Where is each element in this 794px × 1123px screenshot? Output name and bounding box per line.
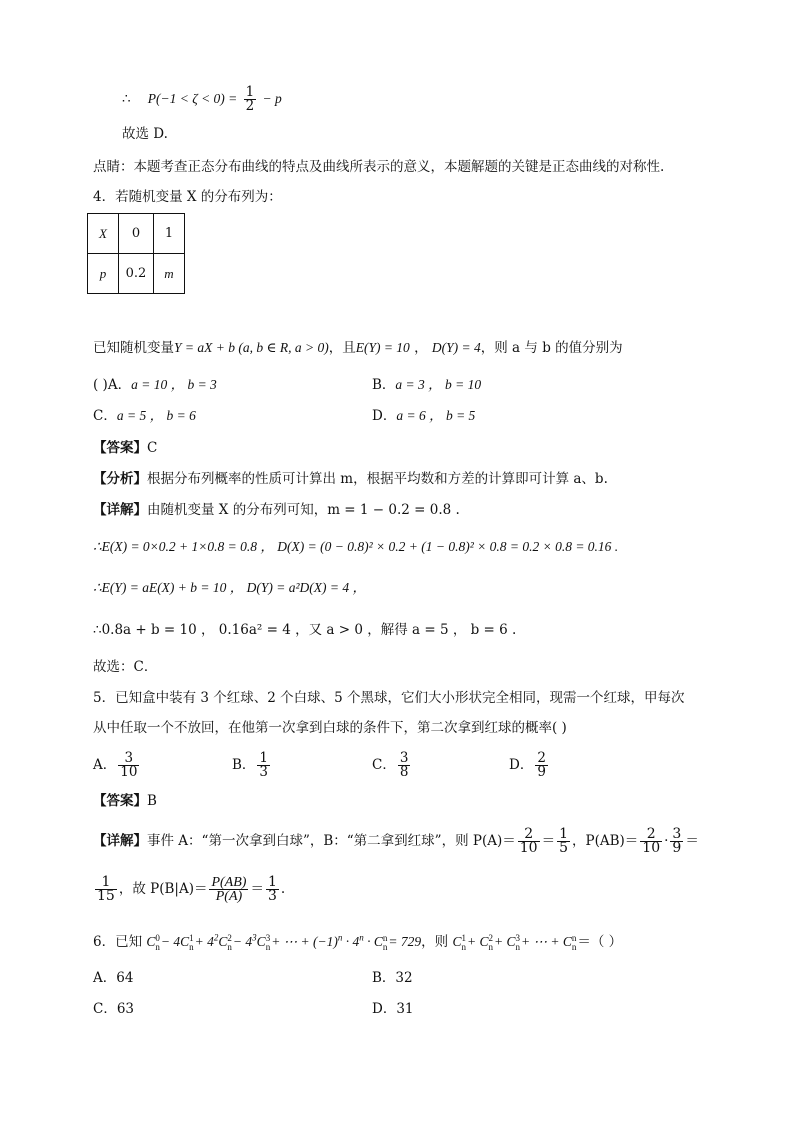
q4-option-c: C．a = 5 ， b = 6 — [93, 408, 196, 424]
q6-option-c: C．63 — [93, 1001, 135, 1017]
q4-analysis: 【分析】根据分布列概率的性质可计算出 m，根据平均数和方差的计算即可计算 a、b. — [93, 471, 608, 487]
q6-equation: C 0 n − 4C 1 n + $4^2C$ 2 n − $4^3C$ 3 n + ⋯ + $(-1)^n \cdot 4^n \cdot C$ n n = 729 — [146, 932, 422, 952]
q4-option-d: D．a = 6 ， b = 5 — [372, 408, 476, 424]
table-cell-m: m — [154, 254, 185, 294]
q6-option-d: D．31 — [372, 1001, 414, 1017]
q4-option-a: ( )A．a = 10 ， b = 3 — [93, 377, 217, 393]
q3-note: 点睛：本题考查正态分布曲线的特点及曲线所表示的意义，本题解题的关键是正态曲线的对称性. — [93, 159, 665, 175]
table-cell-header-x: X — [88, 214, 119, 254]
q6-stem: 6．已知 C 0 n − 4C 1 n + $4^2C$ 2 n − $4^3C$ 3 n + ⋯ + $(-1)^n \cdot 4^n \cdot C$ n n = 729，则 C 1 n + C 2 n + C 3 n + ⋯ + C n n ＝（ ） — [93, 932, 623, 952]
q4-stem: 4．若随机变量 X 的分布列为： — [93, 189, 282, 205]
q5-detail-line-2: $\frac{1}{15}$ ，故 P(B|A)＝ $\frac{P(AB)}{P(A)}$ ＝ $\frac{1}{3}$ . — [97, 874, 286, 904]
table-cell-header-1: 1 — [154, 214, 185, 254]
q4-detail-4: ∴0.8a + b = 10 ， 0.16a² = 4 ，又 a > 0 ，解得 a = 5 ， b = 6 . — [93, 622, 517, 638]
q4-condition: 已知随机变量Y = aX + b (a, b ∈ R, a > 0)，且E(Y) = 10 ， D(Y) = 4，则 a 与 b 的值分别为 — [93, 340, 623, 356]
q4-answer: 【答案】C — [93, 440, 158, 456]
q6-option-a: A．64 — [93, 970, 134, 986]
q5-option-c: C． $\frac{3}{8}$ — [372, 750, 409, 780]
q6-target-sum: C 1 n + C 2 n + C 3 n + ⋯ + C n n — [452, 932, 577, 952]
q5-option-d: D． $\frac{2}{9}$ — [509, 750, 546, 780]
q5-option-a: A． $\frac{3}{10}$ — [93, 750, 138, 780]
q5-answer: 【答案】B — [93, 793, 157, 809]
q4-option-b: B．a = 3 ， b = 10 — [372, 377, 482, 393]
q3-fraction: $\frac{1}{2}$ — [245, 84, 255, 114]
table-cell-p: p — [88, 254, 119, 294]
table-cell-header-0: 0 — [119, 214, 154, 254]
q4-distribution-table — [87, 213, 185, 294]
q5-option-b: B． $\frac{1}{3}$ — [232, 750, 269, 780]
q3-conclusion-equation: ∴ P(−1 < ζ < 0) = $\frac{1}{2}$ − p — [122, 84, 282, 114]
q4-choice: 故选：C． — [93, 659, 158, 675]
q4-detail-2: ∴E(X) = 0×0.2 + 1×0.8 = 0.8 ， D(X) = (0 − 0.8)² × 0.2 + (1 − 0.8)² × 0.8 = 0.2 × 0.8 = 0.16 . — [93, 539, 619, 554]
q4-detail-1: 【详解】由随机变量 X 的分布列可知，m = 1 − 0.2 = 0.8 . — [93, 502, 460, 518]
table-cell-0-2: 0.2 — [119, 254, 154, 294]
q5-stem-line-2: 从中任取一个不放回，在他第一次拿到白球的条件下，第二次拿到红球的概率( ) — [93, 720, 567, 736]
q5-detail-line-1: 【详解】事件 A：“第一次拿到白球”，B：“第二拿到红球”，则 P(A)＝ $\frac{2}{10}$ ＝ $\frac{1}{5}$ ，P(AB)＝ $\frac{2}{10}$ · $\frac{3}{9}$ ＝ — [93, 826, 699, 856]
q5-stem-line-1: 5．已知盒中装有 3 个红球、2 个白球、5 个黑球，它们大小形状完全相同，现需一个红球，甲每次 — [93, 690, 685, 706]
q4-detail-3: ∴E(Y) = aE(X) + b = 10 ， D(Y) = a²D(X) = 4 ， — [93, 580, 367, 595]
q3-choice: 故选 D. — [122, 126, 168, 142]
q6-option-b: B．32 — [372, 970, 413, 986]
